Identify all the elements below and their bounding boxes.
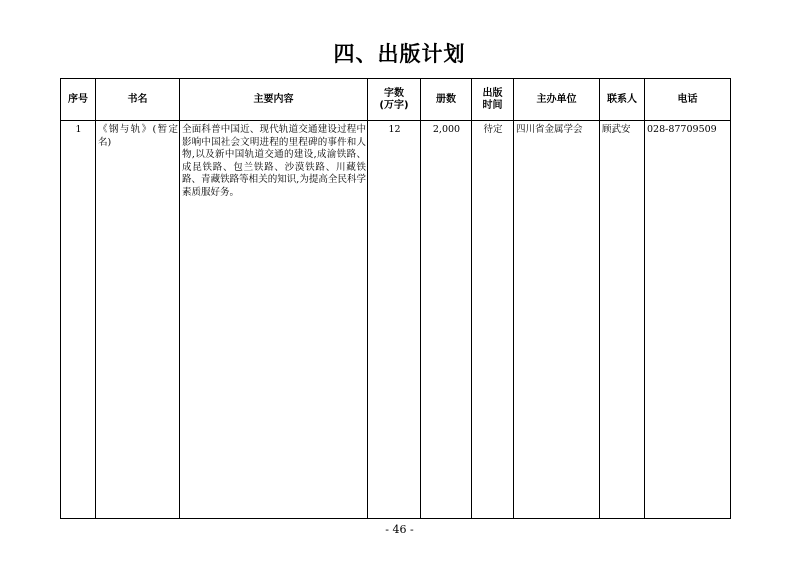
header-word-count: 字数 (万字) — [368, 79, 421, 121]
header-phone: 电话 — [645, 79, 731, 121]
cell-word-count: 12 — [368, 121, 421, 519]
cell-phone: 028-87709509 — [645, 121, 731, 519]
cell-seq: 1 — [61, 121, 96, 519]
header-organizer: 主办单位 — [514, 79, 600, 121]
cell-main-content: 全面科普中国近、现代轨道交通建设过程中影响中国社会文明进程的里程碑的事件和人物,以及新中国轨道交通的建设,成渝铁路、成昆铁路、包兰铁路、沙漠铁路、川藏铁路、青藏铁路等相关的知识,为提高全民科学素质服好务。 — [180, 121, 368, 519]
table-header — [61, 79, 731, 121]
cell-book-title: 《钢与轨》(暂定名) — [96, 121, 180, 519]
cell-contact-person: 顾武安 — [600, 121, 645, 519]
header-book-title: 书名 — [96, 79, 180, 121]
page-title: 四、出版计划 — [333, 42, 466, 66]
header-main-content: 主要内容 — [180, 79, 368, 121]
table-row — [61, 121, 731, 519]
cell-copies: 2,000 — [421, 121, 472, 519]
page-number: - 46 - — [385, 523, 414, 536]
header-seq: 序号 — [61, 79, 96, 121]
header-contact-person: 联系人 — [600, 79, 645, 121]
publication-plan-table — [60, 78, 731, 519]
header-publish-date: 出版 时间 — [472, 79, 514, 121]
cell-publish-date: 待定 — [472, 121, 514, 519]
cell-organizer: 四川省金属学会 — [514, 121, 600, 519]
header-row — [61, 79, 731, 121]
header-copies: 册数 — [421, 79, 472, 121]
